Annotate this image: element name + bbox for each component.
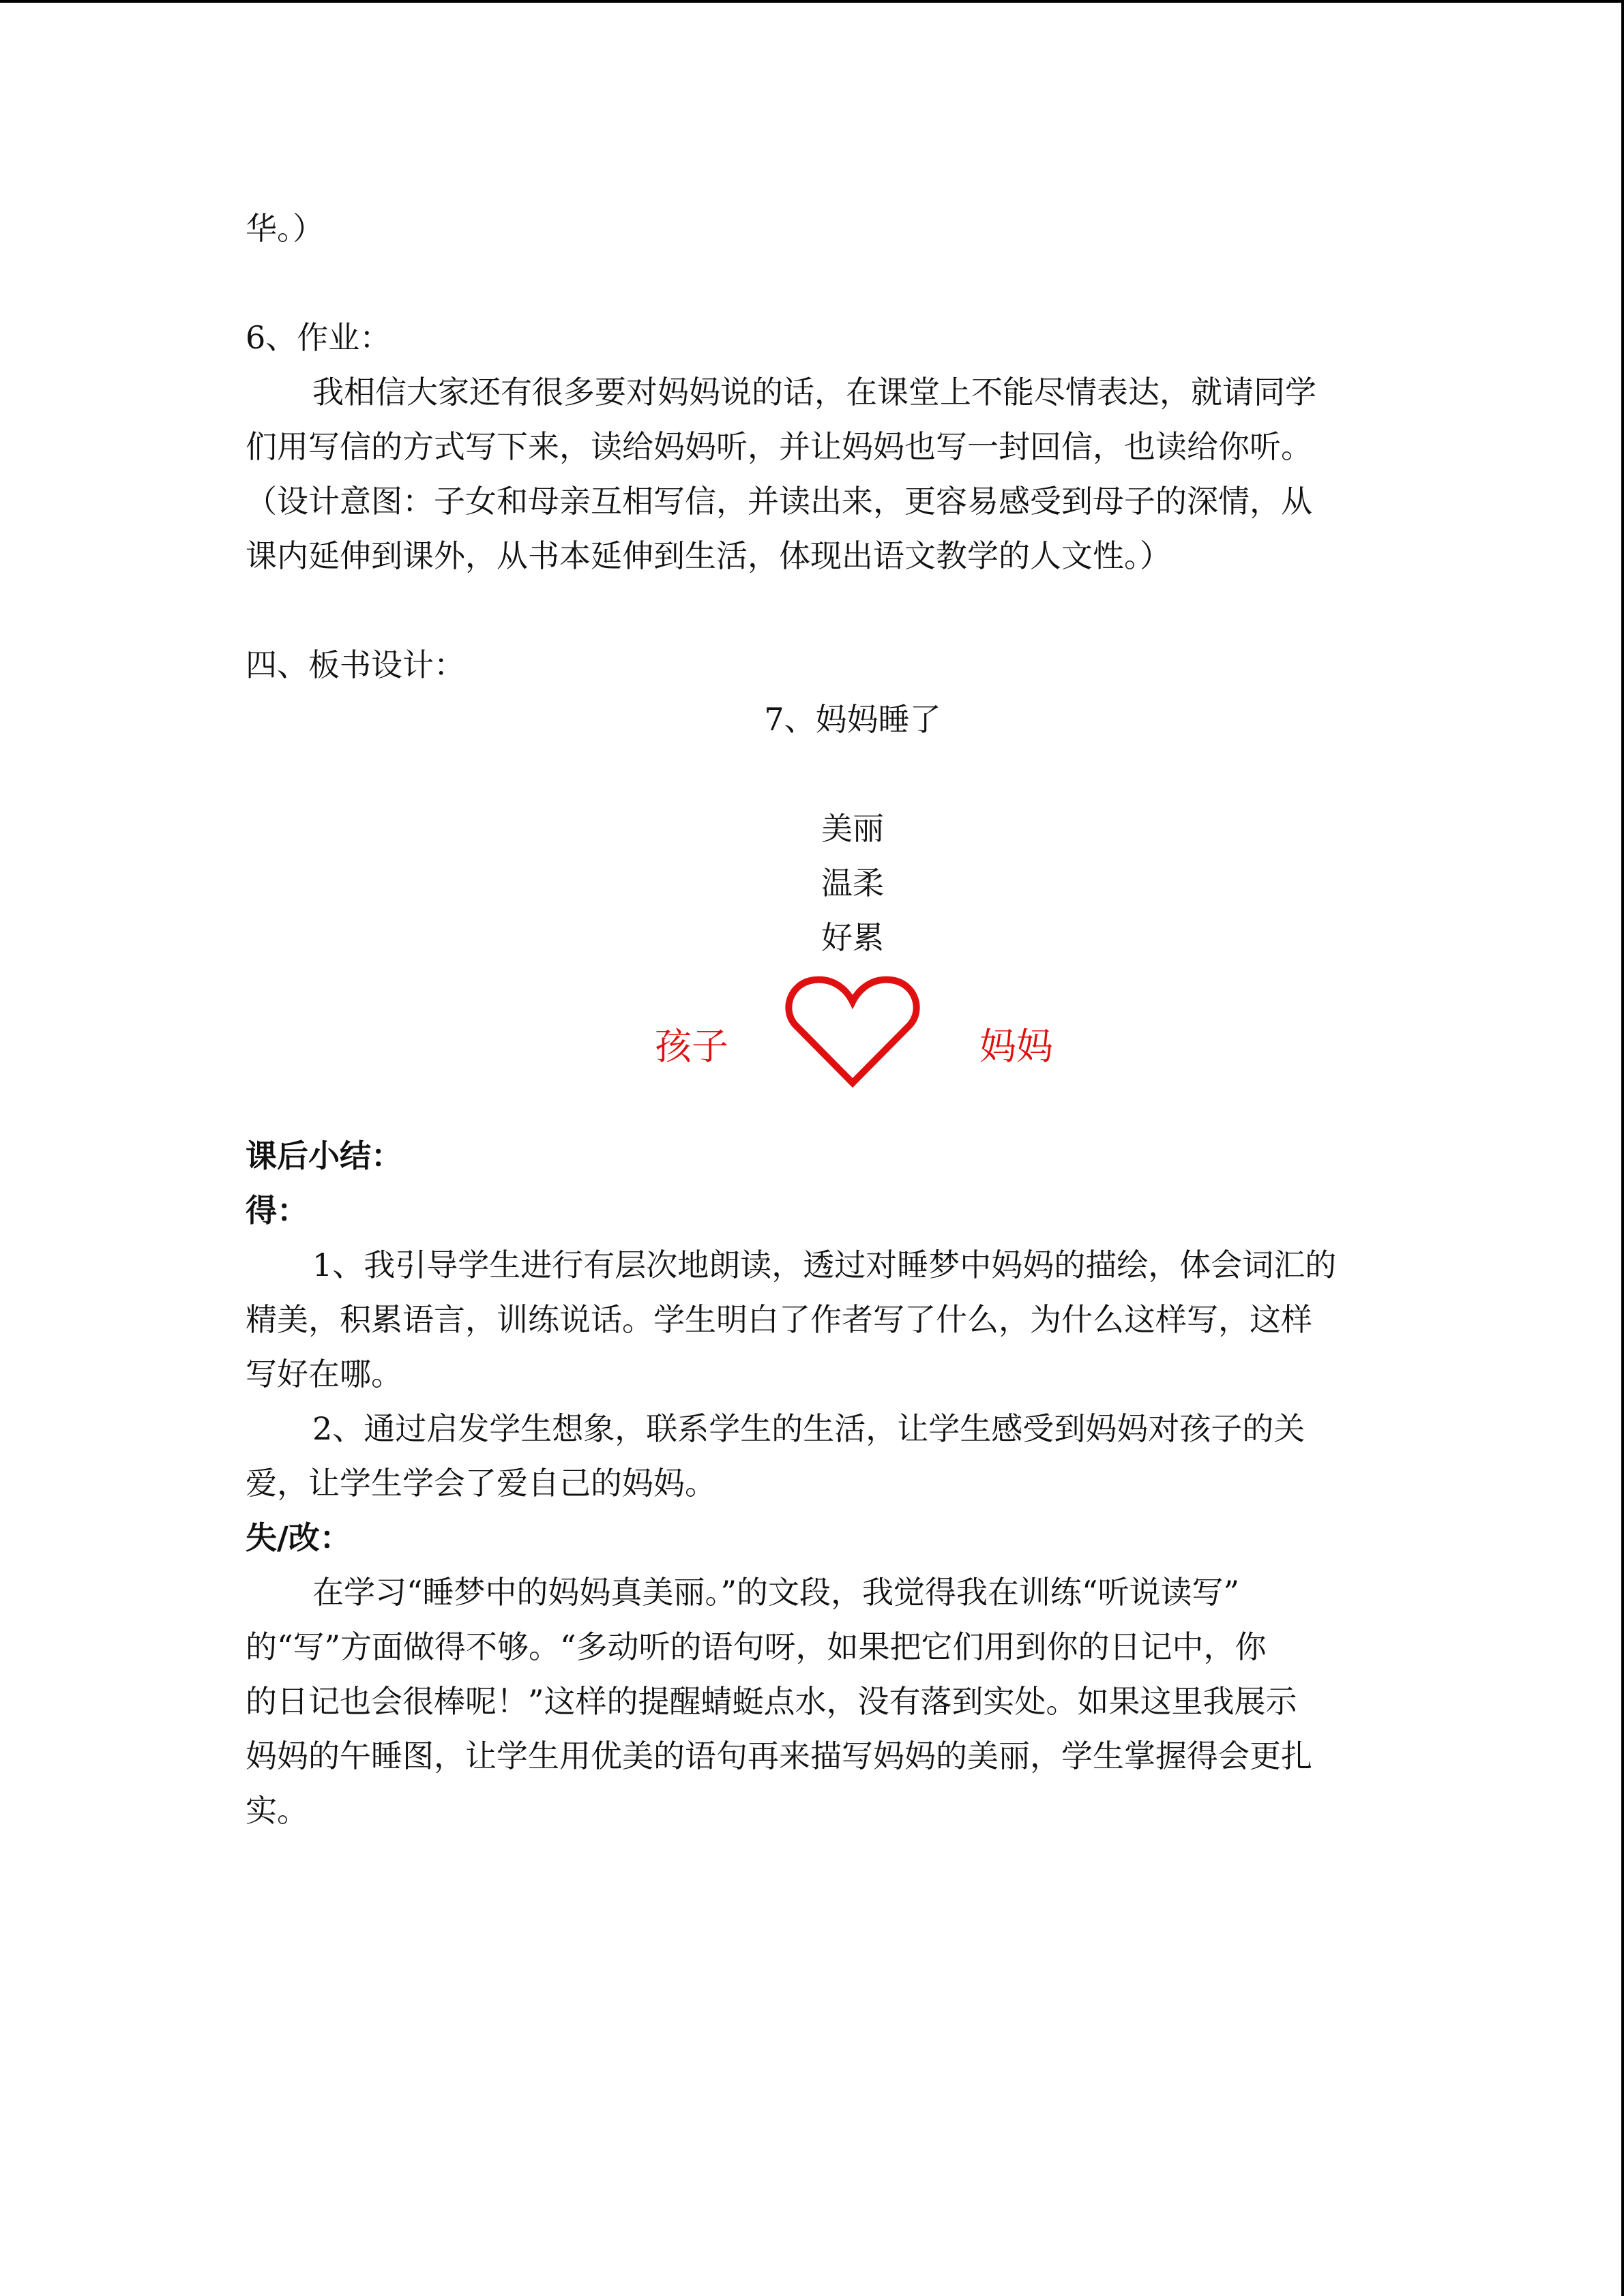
heart-outline-icon [784, 972, 921, 1091]
text-line: （设计意图：子女和母亲互相写信，并读出来，更容易感受到母子的深情，从 [246, 483, 1312, 520]
text-line: 妈妈的午睡图，让学生用优美的语句再来描写妈妈的美丽，学生掌握得会更扎 [246, 1738, 1312, 1774]
board-right-label: 妈妈 [979, 1025, 1053, 1068]
board-word: 温柔 [821, 865, 884, 901]
subheading-improvements: 失/改： [246, 1519, 351, 1556]
text-line: 的“写”方面做得不够。“多动听的语句呀，如果把它们用到你的日记中，你 [246, 1628, 1267, 1665]
page-border-top [0, 0, 1624, 3]
text-line: 精美，积累语言，训练说话。学生明白了作者写了什么，为什么这样写，这样 [246, 1301, 1312, 1338]
text-line: 的日记也会很棒呢！”这样的提醒蜻蜓点水，没有落到实处。如果这里我展示 [246, 1683, 1297, 1720]
board-title: 7、妈妈睡了 [764, 701, 941, 738]
board-left-label: 孩子 [655, 1025, 728, 1068]
text-line: 们用写信的方式写下来，读给妈妈听，并让妈妈也写一封回信，也读给你听。 [246, 428, 1312, 465]
text-line: 华。） [246, 210, 324, 247]
text-line: 2、通过启发学生想象，联系学生的生活，让学生感受到妈妈对孩子的关 [312, 1410, 1305, 1447]
board-word: 好累 [821, 919, 884, 956]
section-heading-homework: 6、作业： [246, 319, 392, 356]
text-line: 我相信大家还有很多要对妈妈说的话，在课堂上不能尽情表达，就请同学 [312, 374, 1316, 411]
text-line: 在学习“睡梦中的妈妈真美丽。”的文段，我觉得我在训练“听说读写” [312, 1574, 1240, 1611]
page-border-right [1621, 0, 1624, 2296]
subheading-gains: 得： [246, 1192, 308, 1229]
text-line: 写好在哪。 [246, 1356, 402, 1392]
text-line: 爱，让学生学会了爱自己的妈妈。 [246, 1465, 716, 1502]
board-word: 美丽 [821, 810, 884, 847]
section-heading-board-design: 四、板书设计： [246, 646, 465, 683]
section-heading-summary: 课后小结： [246, 1137, 402, 1174]
text-line: 1、我引导学生进行有层次地朗读，透过对睡梦中妈妈的描绘，体会词汇的 [312, 1247, 1337, 1283]
text-line: 课内延伸到课外，从书本延伸到生活，体现出语文教学的人文性。） [246, 537, 1171, 574]
text-line: 实。 [246, 1792, 308, 1829]
